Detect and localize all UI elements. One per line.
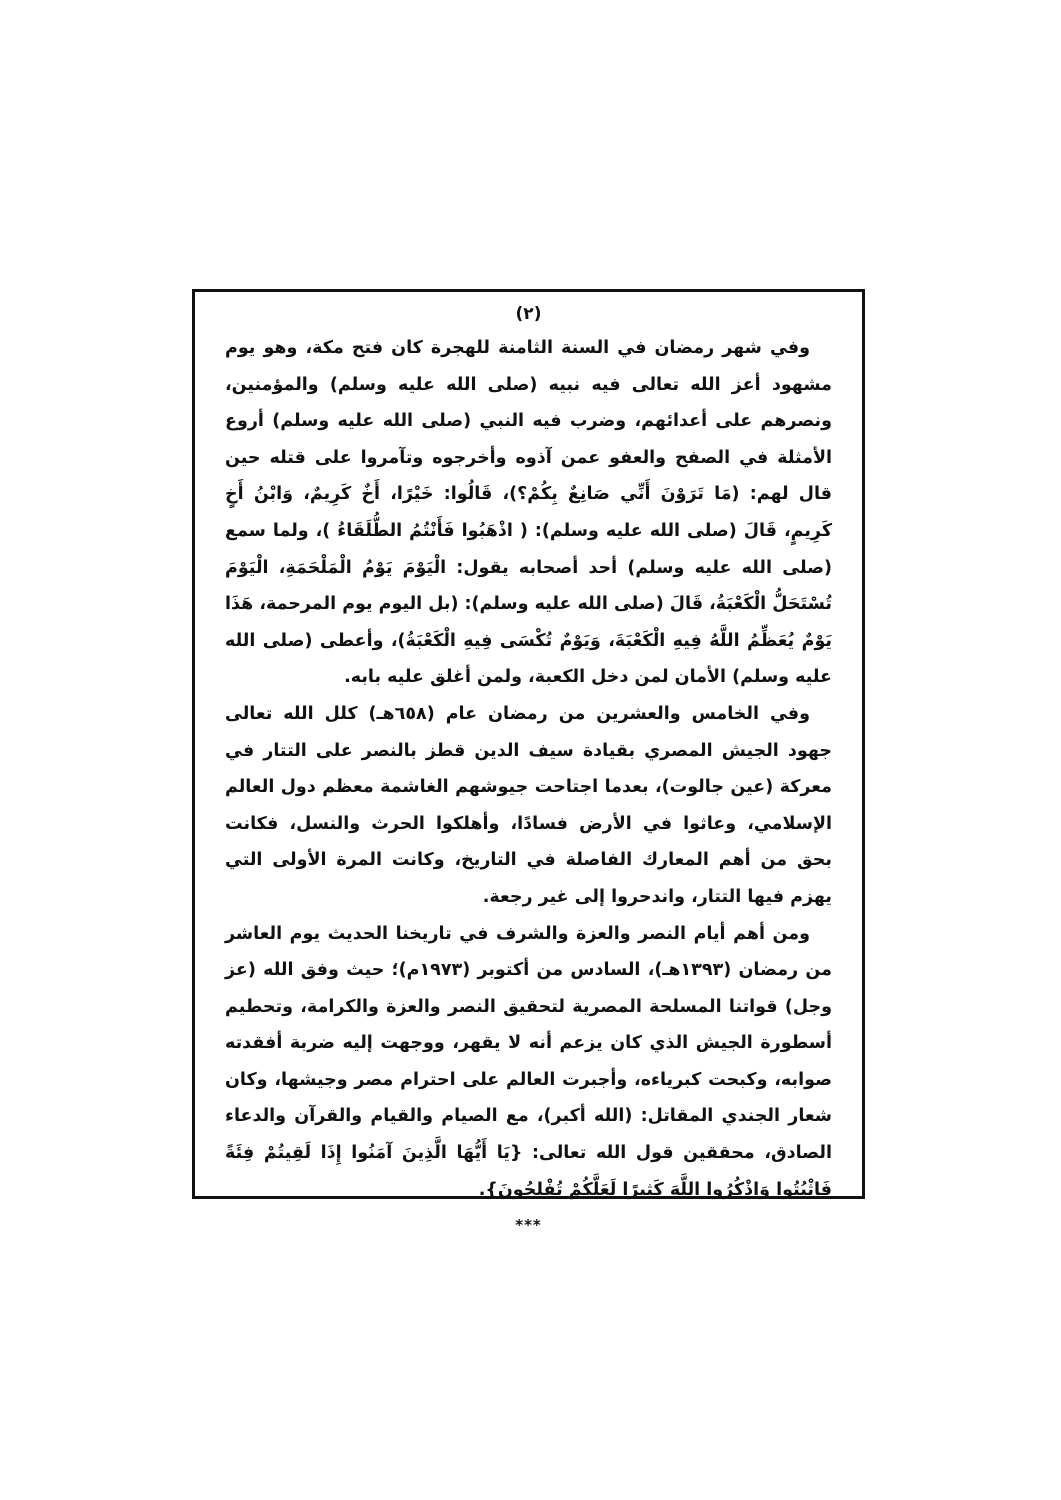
paragraph-fath-makkah: وفي شهر رمضان في السنة الثامنة للهجرة كان فتح مكة، وهو يوم مشهود أعز الله تعالى فيه نبيه (صلى الله عليه وسلم) والمؤمنين، ونصرهم على أعدائهم، وضرب فيه النبي (صلى الله عليه وسلم) أروع الأمثلة في الصفح والعفو عمن آذوه وأخرجوه وتآمروا على قتله حين قال لهم: (مَا تَرَوْنَ أَنِّي صَانِعٌ بِكُمْ؟)، قَالُوا: خَيْرًا، أَخٌ كَرِيمٌ، وَابْنُ أَخٍ كَرِيمٍ، قَالَ (صلى الله عليه وسلم): ( اذْهَبُوا فَأَنْتُمُ الطُّلَقَاءُ )، ولما سمع (صلى الله عليه وسلم) أحد أصحابه يقول: الْيَوْمَ يَوْمُ الْمَلْحَمَةِ، الْيَوْمَ تُسْتَحَلُّ الْكَعْبَةُ، قَالَ (صلى الله عليه وسلم): (بل اليوم يوم المرحمة، هَذَا يَوْمٌ يُعَظِّمُ اللَّهُ فِيهِ الْكَعْبَةَ، وَيَوْمٌ تُكْسَى فِيهِ الْكَعْبَةُ)، وأعطى (صلى الله عليه وسلم) الأمان لمن دخل الكعبة، ولمن أغلق عليه بابه. xyxy=(224,338,832,688)
paragraph-ain-jalut: وفي الخامس والعشرين من رمضان عام (٦٥٨هـ) كلل الله تعالى جهود الجيش المصري بقيادة سيف الدين قطز بالنصر على التتار في معركة (عين جالوت)، بعدما اجتاحت جيوشهم الغاشمة معظم دول العالم الإسلامي، وعاثوا في الأرض فسادًا، وأهلكوا الحرث والنسل، فكانت بحق من أهم المعارك الفاصلة في التاريخ، وكانت المرة الأولى التي يهزم فيها التتار، واندحروا إلى غير رجعة. xyxy=(225,703,832,907)
text-frame xyxy=(192,289,865,1235)
paragraph-october-victory: ومن أهم أيام النصر والعزة والشرف في تاريخنا الحديث يوم العاشر من رمضان (١٣٩٣هـ)، السادس من أكتوبر (١٩٧٣م)؛ حيث وفق الله (عز وجل) قواتنا المسلحة المصرية لتحقيق النصر والعزة والكرامة، وتحطيم أسطورة الجيش الذي كان يزعم أنه لا يقهر، ووجهت إليه ضربة أفقدته صوابه، وكبحت كبرياءه، وأجبرت العالم على احترام مصر وجيشها، وكان شعار الجندي المقاتل: (الله أكبر)، مع الصيام والقيام والقرآن والدعاء الصادق، محققين قول الله تعالى: {يَا أَيُّهَا الَّذِينَ آمَنُوا إِذَا لَقِيتُمْ فِئَةً فَاثْبُتُوا وَاذْكُرُوا اللَّهَ كَثِيرًا لَعَلَّكُمْ تُفْلِحُونَ}. xyxy=(225,923,832,1200)
page-number: (٢) xyxy=(515,304,542,324)
end-marker: *** xyxy=(515,1216,542,1235)
